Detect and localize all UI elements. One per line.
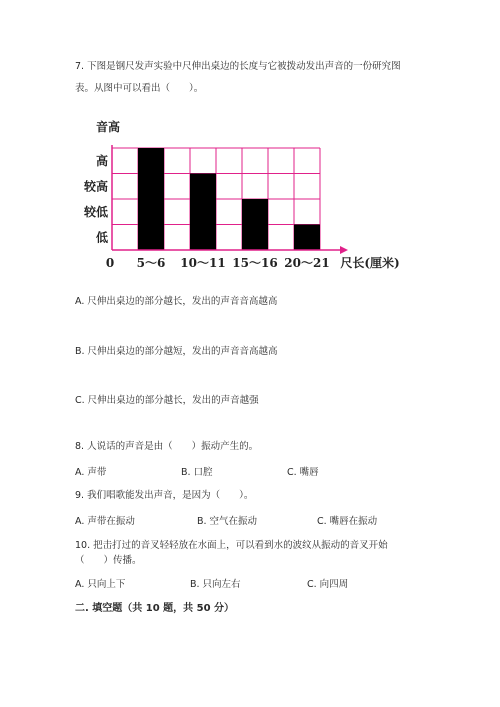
x-tick-label: 20～21 <box>284 256 330 270</box>
q9-stem: 9. 我们唱歌能发出声音，是因为（ ）。 <box>75 490 254 501</box>
q10-option-a[interactable]: A. 只向上下 <box>75 579 126 590</box>
origin-label: 0 <box>105 256 115 270</box>
y-tick-label: 较高 <box>83 179 108 194</box>
q7-option-b[interactable]: B. 尺伸出桌边的部分越短，发出的声音音高越高 <box>75 346 278 357</box>
q7-stem-line2: 表。从图中可以看出（ ）。 <box>75 83 204 94</box>
x-axis-arrow <box>340 246 348 254</box>
chart-labels <box>83 119 400 270</box>
q8-stem: 8. 人说话的声音是由（ ）振动产生的。 <box>75 441 259 452</box>
q7-option-c[interactable]: C. 尺伸出桌边的部分越长，发出的声音越强 <box>75 395 259 406</box>
bar <box>190 174 216 251</box>
bar <box>242 199 268 250</box>
x-tick-label: 5～6 <box>136 256 166 270</box>
bar <box>294 225 320 251</box>
pitch-length-bar-chart <box>0 115 500 285</box>
x-tick-label: 10～11 <box>180 256 226 270</box>
q10-stem-line1: 10. 把击打过的音叉轻轻放在水面上，可以看到水的波纹从振动的音叉开始 <box>75 540 388 551</box>
q9-option-a[interactable]: A. 声带在振动 <box>75 516 135 527</box>
y-tick-label: 较低 <box>83 204 108 219</box>
x-tick-label: 15～16 <box>232 256 278 270</box>
y-tick-label: 低 <box>95 230 108 245</box>
q9-option-c[interactable]: C. 嘴唇在振动 <box>317 516 378 527</box>
q10-stem-line2: （ ）传播。 <box>75 555 142 566</box>
x-axis-label: 尺长(厘米) <box>340 256 400 270</box>
q7-option-a[interactable]: A. 尺伸出桌边的部分越长，发出的声音音高越高 <box>75 296 278 307</box>
q10-option-b[interactable]: B. 只向左右 <box>190 579 241 590</box>
q7-stem-line1: 7. 下图是钢尺发声实验中尺伸出桌边的长度与它被拨动发出声音的一份研究图 <box>75 61 401 72</box>
q10-option-c[interactable]: C. 向四周 <box>307 579 349 590</box>
y-tick-label: 高 <box>95 153 108 168</box>
q9-option-b[interactable]: B. 空气在振动 <box>197 516 258 527</box>
q8-option-b[interactable]: B. 口腔 <box>181 467 213 478</box>
q8-option-c[interactable]: C. 嘴唇 <box>287 467 319 478</box>
section-2-title: 二. 填空题（共 10 题，共 50 分） <box>75 603 235 614</box>
bar <box>138 148 164 250</box>
y-axis-label: 音高 <box>95 120 121 134</box>
q8-option-a[interactable]: A. 声带 <box>75 467 107 478</box>
